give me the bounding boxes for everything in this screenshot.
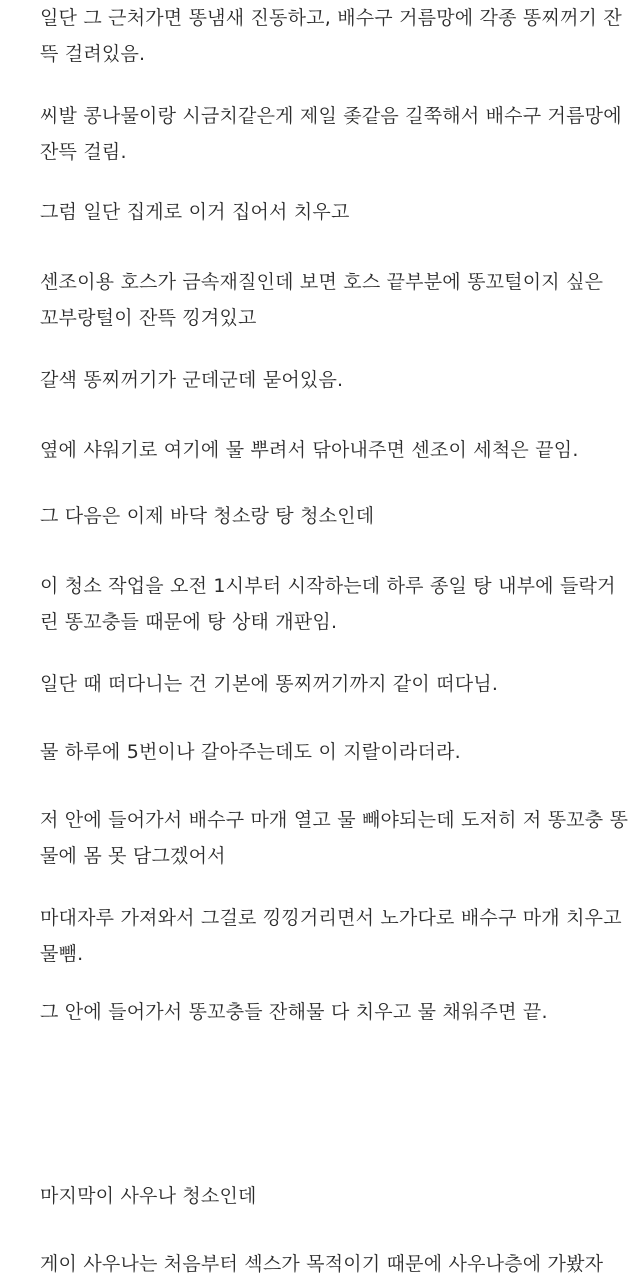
paragraph-line: 물 하루에 5번이나 갈아주는데도 이 지랄이라더라.	[40, 741, 461, 763]
paragraph-2	[40, 98, 620, 170]
paragraph-line: 센조이용 호스가 금속재질인데 보면 호스 끝부분에 똥꼬털이지 싶은	[40, 271, 604, 293]
paragraph-line: 그 안에 들어가서 똥꼬충들 잔해물 다 치우고 물 채워주면 끝.	[40, 1001, 548, 1023]
paragraph-line: 린 똥꼬충들 때문에 탕 상태 개판임.	[40, 611, 338, 633]
paragraph-15	[40, 1246, 620, 1282]
paragraph-10	[40, 734, 620, 770]
paragraph-4	[40, 264, 620, 336]
paragraph-14	[40, 1178, 620, 1214]
paragraph-line: 그럼 일단 집게로 이거 집어서 치우고	[40, 201, 350, 223]
paragraph-line: 마지막이 사우나 청소인데	[40, 1185, 257, 1207]
paragraph-line: 이 청소 작업을 오전 1시부터 시작하는데 하루 종일 탕 내부에 들락거	[40, 575, 616, 597]
paragraph-line: 갈색 똥찌꺼기가 군데군데 묻어있음.	[40, 369, 344, 391]
paragraph-line: 잔뜩 걸림.	[40, 141, 127, 163]
paragraph-8	[40, 568, 620, 640]
paragraph-line: 일단 때 떠다니는 건 기본에 똥찌꺼기까지 같이 떠다님.	[40, 673, 499, 695]
paragraph-line: 물뺌.	[40, 943, 84, 965]
paragraph-6	[40, 432, 620, 468]
paragraph-line: 그 다음은 이제 바닥 청소랑 탕 청소인데	[40, 505, 375, 527]
paragraph-line: 물에 몸 못 담그겠어서	[40, 845, 226, 867]
paragraph-3	[40, 194, 620, 230]
paragraph-7	[40, 498, 620, 534]
paragraph-13	[40, 994, 620, 1030]
paragraph-11	[40, 802, 629, 874]
paragraph-line: 씨발 콩나물이랑 시금치같은게 제일 좆같음 길쭉해서 배수구 거름망에	[40, 105, 622, 127]
paragraph-12	[40, 900, 620, 972]
paragraph-5	[40, 362, 620, 398]
paragraph-line: 저 안에 들어가서 배수구 마개 열고 물 빼야되는데 도저히 저 똥꼬충 똥	[40, 809, 629, 831]
paragraph-line: 게이 사우나는 처음부터 섹스가 목적이기 때문에 사우나층에 가봤자	[40, 1253, 604, 1275]
paragraph-1	[40, 0, 620, 72]
paragraph-line: 마대자루 가져와서 그걸로 낑낑거리면서 노가다로 배수구 마개 치우고	[40, 907, 622, 929]
paragraph-9	[40, 666, 620, 702]
paragraph-line: 뜩 걸려있음.	[40, 43, 146, 65]
paragraph-line: 일단 그 근처가면 똥냄새 진동하고, 배수구 거름망에 각종 똥찌꺼기 잔	[40, 7, 622, 29]
paragraph-line: 꼬부랑털이 잔뜩 낑겨있고	[40, 307, 257, 329]
paragraph-line: 옆에 샤워기로 여기에 물 뿌려서 닦아내주면 센조이 세척은 끝임.	[40, 439, 579, 461]
